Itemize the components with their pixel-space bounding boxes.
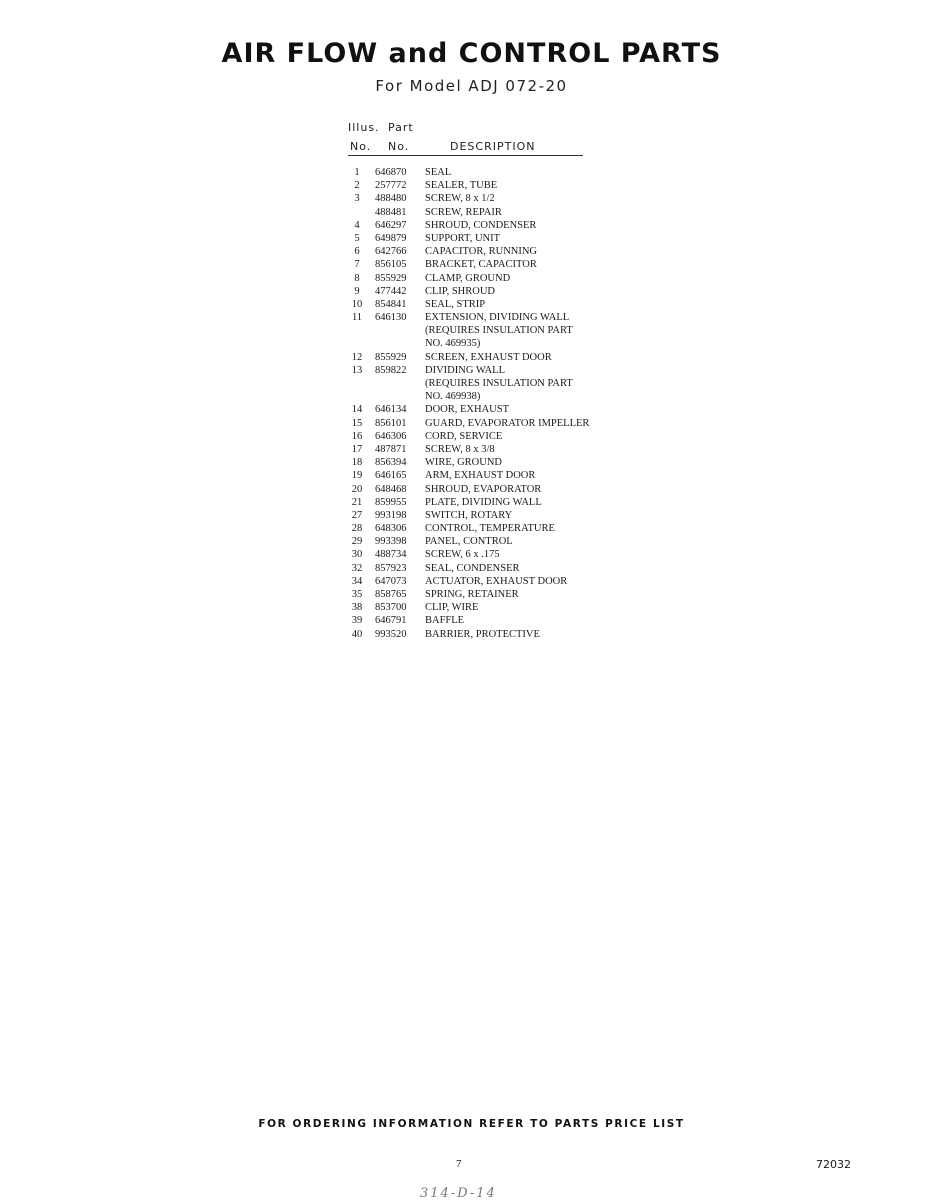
table-row	[348, 298, 648, 311]
table-row	[348, 535, 648, 548]
part-number: 646306	[375, 430, 407, 442]
part-number: 646134	[375, 404, 407, 416]
illus-number: 20	[351, 483, 363, 495]
parts-list	[348, 166, 648, 641]
document-code: 72032	[816, 1158, 851, 1171]
table-row	[348, 522, 648, 535]
table-row	[348, 483, 648, 496]
model-subtitle: For Model ADJ 072-20	[375, 77, 568, 95]
table-row	[348, 548, 648, 561]
illus-number: 29	[351, 536, 363, 548]
part-description: GUARD, EVAPORATOR IMPELLER	[425, 417, 590, 429]
illus-number: 21	[351, 496, 363, 508]
illus-number: 13	[351, 364, 363, 376]
part-number: 855929	[375, 272, 407, 284]
table-row	[348, 601, 648, 614]
part-number: 648306	[375, 523, 407, 535]
part-header-top: Part	[388, 121, 414, 134]
illus-number: 38	[351, 602, 363, 614]
illus-number: 5	[354, 232, 360, 244]
part-number: 856105	[375, 259, 407, 271]
part-description: SCREEN, EXHAUST DOOR	[425, 351, 552, 363]
part-number: 649879	[375, 232, 407, 244]
illus-number: 40	[351, 628, 363, 640]
part-description: CLIP, SHROUD	[425, 285, 496, 297]
illus-number: 28	[351, 523, 363, 535]
table-row	[348, 179, 648, 192]
illus-number: 4	[354, 219, 360, 231]
table-row	[348, 245, 648, 258]
illus-number: 39	[351, 615, 363, 627]
table-row	[348, 285, 648, 298]
illus-number: 19	[351, 470, 363, 482]
table-row	[348, 430, 648, 443]
part-number: 477442	[375, 285, 407, 297]
table-row	[348, 417, 648, 430]
illus-number: 32	[351, 562, 363, 574]
part-number: 646791	[375, 615, 407, 627]
part-description: CLIP, WIRE	[425, 602, 479, 614]
ordering-note: FOR ORDERING INFORMATION REFER TO PARTS PRICE LIST	[258, 1118, 685, 1130]
illus-number: 11	[351, 312, 363, 324]
illus-number: 2	[354, 180, 360, 192]
part-number: 647073	[375, 575, 407, 587]
table-row	[348, 351, 648, 364]
illus-number: 15	[351, 417, 363, 429]
table-row	[348, 390, 648, 403]
page-number: 7	[456, 1158, 462, 1170]
part-number: 859955	[375, 496, 407, 508]
part-description: CONTROL, TEMPERATURE	[425, 523, 555, 535]
part-number: 854841	[375, 298, 407, 310]
part-description: CORD, SERVICE	[425, 430, 503, 442]
illus-number: 17	[351, 443, 363, 455]
part-number: 646165	[375, 470, 407, 482]
table-row	[348, 575, 648, 588]
part-number: 646870	[375, 167, 407, 178]
part-description: SPRING, RETAINER	[425, 589, 519, 600]
table-row	[348, 456, 648, 469]
illus-number: 8	[354, 272, 360, 284]
table-row	[348, 469, 648, 482]
illus-number: 34	[351, 575, 363, 587]
part-description: SHROUD, EVAPORATOR	[425, 483, 542, 495]
part-description: DIVIDING WALL	[425, 364, 505, 376]
part-number: 993520	[375, 628, 407, 640]
part-description: WIRE, GROUND	[425, 457, 502, 469]
illus-number: 18	[351, 457, 363, 469]
part-number: 858765	[375, 589, 407, 600]
part-description: NO. 469938)	[425, 391, 481, 403]
part-description: CAPACITOR, RUNNING	[425, 246, 538, 258]
illus-number: 12	[351, 351, 363, 363]
illus-number: 35	[351, 589, 363, 600]
table-row	[348, 272, 648, 285]
part-number: 642766	[375, 246, 407, 258]
table-row	[348, 443, 648, 456]
table-row	[348, 496, 648, 509]
illus-number: 14	[351, 404, 363, 416]
table-row	[348, 232, 648, 245]
table-row	[348, 562, 648, 575]
part-description: BRACKET, CAPACITOR	[425, 259, 537, 271]
part-description: CLAMP, GROUND	[425, 272, 511, 284]
part-description: BAFFLE	[425, 615, 465, 627]
part-description: SUPPORT, UNIT	[425, 232, 501, 244]
table-row	[348, 588, 648, 601]
part-description: SCREW, REPAIR	[425, 206, 502, 218]
part-number: 856101	[375, 417, 407, 429]
page-title: AIR FLOW and CONTROL PARTS	[221, 38, 722, 69]
part-number: 488481	[375, 206, 407, 218]
description-header: DESCRIPTION	[450, 140, 536, 153]
table-row	[348, 377, 648, 390]
illus-number: 7	[354, 259, 360, 271]
part-number: 856394	[375, 457, 407, 469]
part-description: ACTUATOR, EXHAUST DOOR	[425, 575, 568, 587]
header-rule	[348, 155, 583, 156]
illus-header-top: Illus.	[348, 121, 380, 134]
part-description: SHROUD, CONDENSER	[425, 219, 537, 231]
part-number: 646297	[375, 219, 407, 231]
table-row	[348, 219, 648, 232]
table-row	[348, 192, 648, 205]
part-number: 488734	[375, 549, 407, 561]
part-description: SEAL	[425, 167, 452, 178]
part-description: (REQUIRES INSULATION PART	[425, 325, 573, 337]
part-description: BARRIER, PROTECTIVE	[425, 628, 540, 640]
part-description: PLATE, DIVIDING WALL	[425, 496, 542, 508]
part-number: 487871	[375, 443, 407, 455]
part-number: 855929	[375, 351, 407, 363]
part-number: 993198	[375, 509, 407, 521]
table-row	[348, 403, 648, 416]
table-row	[348, 509, 648, 522]
part-description: SCREW, 8 x 1/2	[425, 193, 495, 205]
part-description: (REQUIRES INSULATION PART	[425, 378, 573, 389]
part-description: ARM, EXHAUST DOOR	[425, 470, 536, 482]
part-description: SEAL, STRIP	[425, 298, 486, 310]
part-number: 993398	[375, 536, 407, 548]
part-description: EXTENSION, DIVIDING WALL	[425, 312, 570, 324]
table-row	[348, 364, 648, 377]
illus-number: 9	[354, 285, 360, 297]
handwritten-note: 314-D-14	[420, 1186, 497, 1201]
table-row	[348, 311, 648, 324]
part-description: SEALER, TUBE	[425, 180, 498, 192]
table-row	[348, 258, 648, 271]
illus-number: 3	[354, 193, 360, 205]
part-number: 853700	[375, 602, 407, 614]
illus-number: 30	[351, 549, 363, 561]
part-number: 648468	[375, 483, 407, 495]
part-number: 859822	[375, 364, 407, 376]
part-description: DOOR, EXHAUST	[425, 404, 509, 416]
illus-number: 27	[351, 509, 363, 521]
part-description: SEAL, CONDENSER	[425, 562, 520, 574]
table-row	[348, 628, 648, 641]
part-number: 488480	[375, 193, 407, 205]
part-description: SCREW, 8 x 3/8	[425, 443, 495, 455]
part-description: SWITCH, ROTARY	[425, 509, 513, 521]
illus-number: 16	[351, 430, 363, 442]
part-header-bottom: No.	[388, 140, 410, 153]
part-description: SCREW, 6 x .175	[425, 549, 500, 561]
part-number: 646130	[375, 312, 407, 324]
illus-number: 1	[354, 167, 360, 178]
part-description: PANEL, CONTROL	[425, 536, 513, 548]
illus-header-bottom: No.	[350, 140, 372, 153]
table-row	[348, 324, 648, 337]
part-description: NO. 469935)	[425, 338, 481, 350]
table-row	[348, 166, 648, 179]
illus-number: 10	[351, 298, 363, 310]
part-number: 257772	[375, 180, 407, 192]
table-row	[348, 614, 648, 627]
part-number: 857923	[375, 562, 407, 574]
illus-number: 6	[354, 246, 360, 258]
table-row	[348, 337, 648, 350]
table-row	[348, 206, 648, 219]
